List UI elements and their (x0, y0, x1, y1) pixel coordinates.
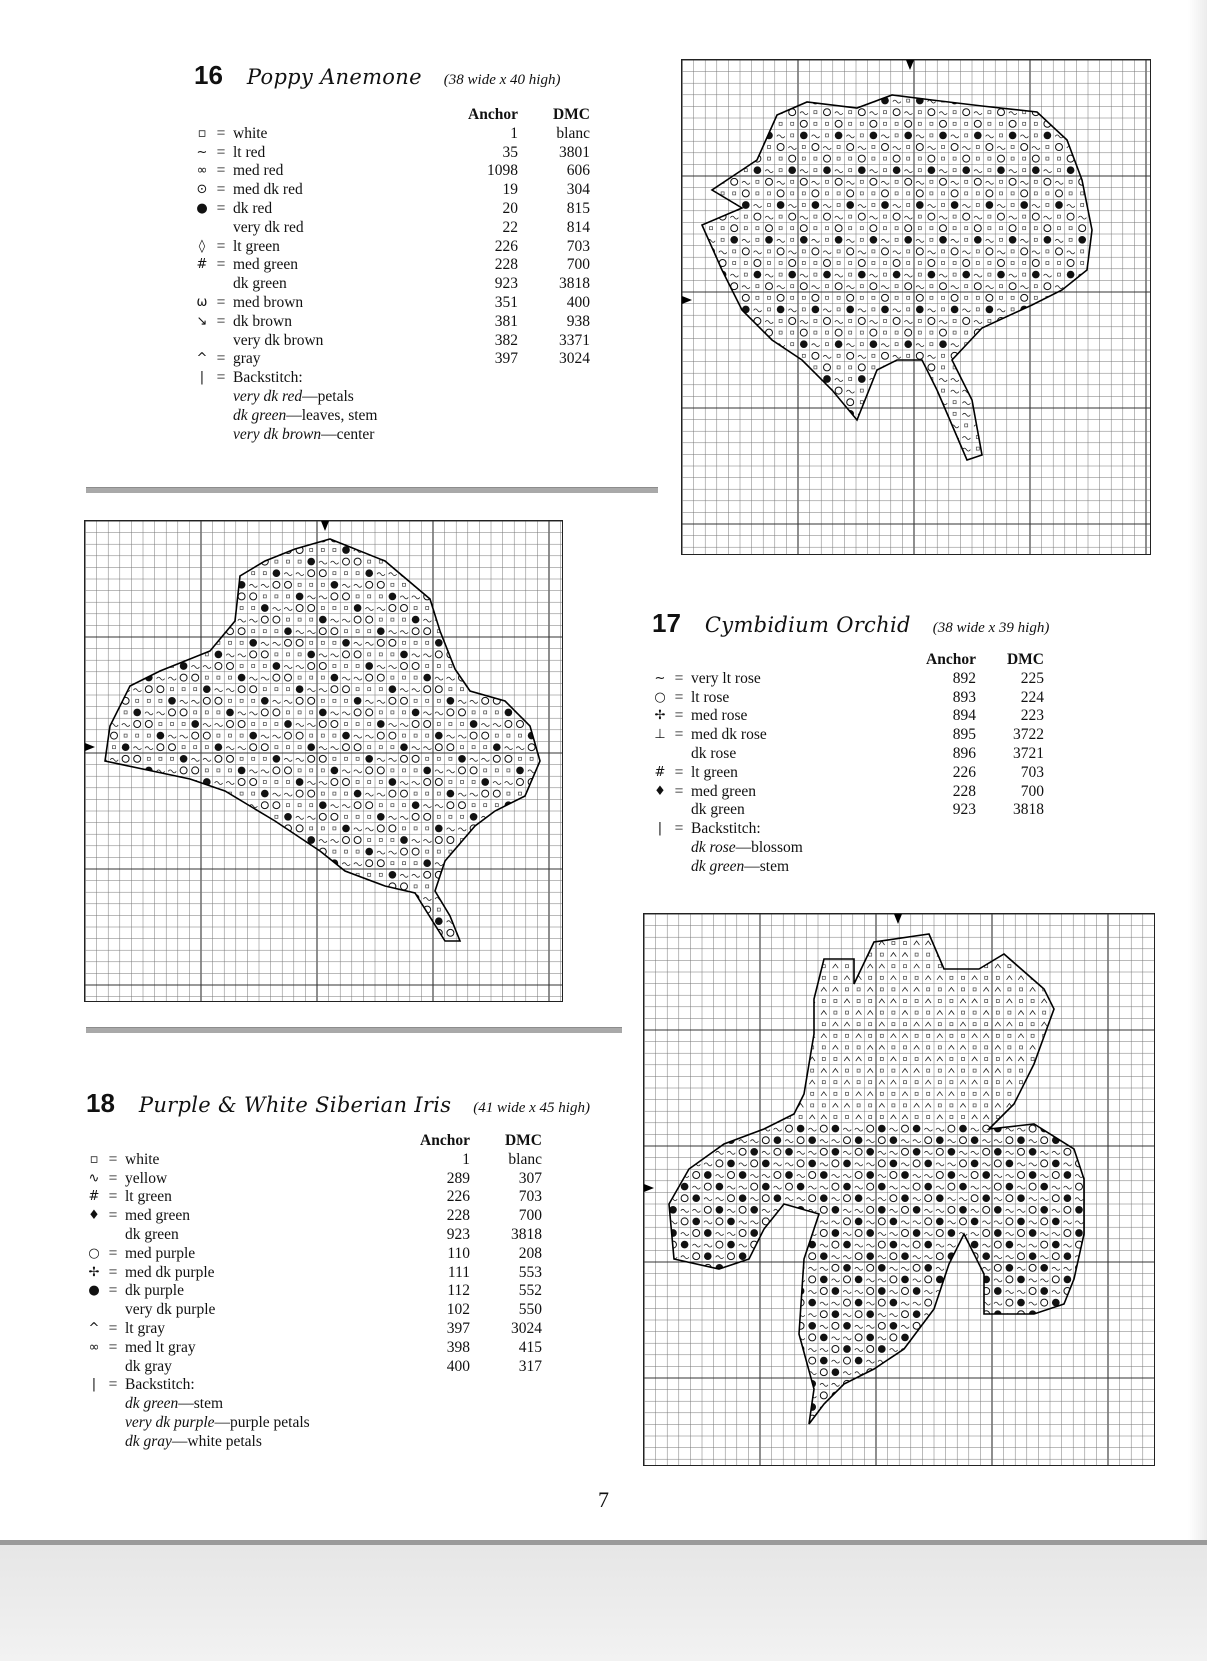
dmc-number: 3818 (511, 1225, 542, 1243)
backstitch-thread: dk green (691, 857, 745, 875)
backstitch-note (691, 858, 789, 877)
stitch-symbol: ◊ (198, 238, 206, 254)
backstitch-use: —petals (302, 387, 354, 405)
dmc-number: 3721 (1013, 744, 1044, 762)
stitch-symbol: ^ (196, 351, 208, 367)
backstitch-thread: dk green (233, 406, 287, 424)
dmc-number: 3371 (559, 331, 590, 349)
equals-sign: = (216, 162, 226, 180)
equals-sign: = (216, 256, 226, 274)
key-row (651, 783, 1061, 802)
dmc-number: 703 (566, 237, 590, 255)
section-18-header (86, 1088, 590, 1119)
anchor-number: 289 (446, 1169, 470, 1187)
stitch-symbol: # (88, 1189, 100, 1205)
anchor-number: 892 (952, 669, 976, 687)
page-number: 7 (598, 1487, 609, 1512)
color-name: dk gray (125, 1357, 172, 1375)
equals-sign: = (108, 1150, 118, 1168)
stitch-symbol: ^ (88, 1320, 100, 1336)
color-name: Backstitch: (233, 369, 303, 387)
color-name: lt gray (125, 1319, 166, 1337)
section-16-color-key (193, 106, 603, 444)
anchor-number: 1 (462, 1150, 470, 1168)
stitch-symbol: ~ (196, 144, 208, 160)
stitch-symbol: | (199, 370, 205, 386)
backstitch-row (85, 1433, 525, 1452)
key-row (85, 1301, 542, 1320)
color-name: very dk red (233, 218, 304, 236)
section-size: (38 wide x 40 high) (443, 72, 561, 88)
anchor-number: 110 (447, 1244, 470, 1262)
page-edge-shadow (1188, 0, 1207, 1540)
stitch-symbol: ▫ (197, 125, 207, 141)
dmc-number: 700 (518, 1207, 542, 1225)
stitch-symbol: ∿ (88, 1170, 100, 1186)
color-name: gray (233, 350, 261, 368)
key-row (193, 313, 603, 332)
anchor-number: 226 (952, 763, 976, 781)
key-row (85, 1376, 525, 1395)
siberian-iris-chart (643, 913, 1155, 1466)
equals-sign: = (674, 669, 684, 687)
equals-sign: = (216, 124, 226, 142)
equals-sign: = (216, 237, 226, 255)
dmc-number: 606 (566, 162, 590, 180)
color-name: white (233, 124, 268, 142)
anchor-number: 228 (952, 782, 976, 800)
key-header-row (193, 106, 603, 125)
key-header-row (651, 651, 1061, 670)
equals-sign: = (216, 143, 226, 161)
section-title: Poppy Anemone (246, 65, 422, 89)
anchor-number: 112 (447, 1282, 470, 1300)
anchor-number: 228 (494, 256, 518, 274)
backstitch-row (193, 388, 603, 407)
key-row (651, 801, 1061, 820)
color-name: Backstitch: (691, 820, 761, 838)
stitch-symbol: ♦ (654, 783, 666, 799)
anchor-number: 102 (446, 1301, 470, 1319)
equals-sign: = (108, 1263, 118, 1281)
stitch-symbol: ∞ (88, 1339, 100, 1355)
backstitch-row (193, 407, 603, 426)
key-row (651, 820, 1061, 839)
stitch-symbol: ● (196, 200, 208, 216)
cymbidium-orchid-chart (84, 520, 563, 1002)
backstitch-thread: very dk brown (233, 425, 322, 443)
anchor-number: 20 (502, 199, 518, 217)
anchor-number: 398 (446, 1338, 470, 1356)
backstitch-row (651, 858, 1061, 877)
backstitch-row (651, 839, 1061, 858)
key-row (85, 1282, 542, 1301)
color-name: med rose (691, 707, 748, 725)
stitch-symbol: ✢ (88, 1264, 100, 1280)
color-name: very lt rose (691, 669, 761, 687)
equals-sign: = (108, 1207, 118, 1225)
backstitch-row (193, 426, 603, 445)
stitch-symbol: ω (196, 294, 208, 310)
section-size: (38 wide x 39 high) (932, 620, 1050, 636)
color-name: dk brown (233, 312, 292, 330)
stitch-symbol: # (196, 257, 208, 273)
key-row (193, 350, 603, 369)
key-row (85, 1225, 542, 1245)
anchor-number: 351 (494, 293, 518, 311)
anchor-number: 1 (510, 124, 518, 142)
stitch-symbol: ~ (654, 670, 666, 686)
equals-sign: = (674, 726, 684, 744)
dmc-number: 304 (566, 181, 590, 199)
anchor-number: 19 (502, 181, 518, 199)
equals-sign: = (674, 820, 684, 838)
key-row (193, 162, 603, 181)
backstitch-note (233, 407, 378, 426)
anchor-number: 896 (952, 744, 976, 762)
dmc-number: blanc (556, 124, 590, 142)
key-row (85, 1169, 542, 1189)
center-marker (682, 296, 692, 304)
color-name: med green (233, 256, 298, 274)
section-divider (86, 487, 658, 493)
equals-sign: = (108, 1188, 118, 1206)
dmc-column-header: DMC (504, 1132, 542, 1149)
backstitch-thread: dk rose (691, 838, 736, 856)
backstitch-thread: very dk red (233, 387, 303, 405)
dmc-number: 3024 (511, 1319, 542, 1337)
key-row (651, 670, 1061, 689)
key-row (193, 369, 603, 388)
color-name: med dk red (233, 181, 303, 199)
equals-sign: = (216, 199, 226, 217)
stitch-symbols (86, 522, 563, 1002)
color-name: med brown (233, 293, 304, 311)
section-16-header (194, 60, 560, 91)
backstitch-note (125, 1395, 223, 1414)
equals-sign: = (674, 688, 684, 706)
equals-sign: = (108, 1244, 118, 1262)
dmc-number: 700 (1020, 782, 1044, 800)
stitch-symbol: ♦ (88, 1208, 100, 1224)
dmc-number: 3801 (559, 143, 590, 161)
section-divider (86, 1027, 622, 1033)
equals-sign: = (216, 312, 226, 330)
section-number: 17 (652, 608, 681, 638)
color-name: yellow (125, 1169, 168, 1187)
color-name: lt green (125, 1188, 172, 1206)
key-row (85, 1188, 542, 1207)
key-row (193, 238, 603, 257)
equals-sign: = (108, 1319, 118, 1337)
section-title: Cymbidium Orchid (704, 613, 911, 637)
dmc-number: 703 (518, 1188, 542, 1206)
backstitch-use: —blossom (735, 838, 803, 856)
equals-sign: = (216, 181, 226, 199)
dmc-number: 815 (566, 199, 590, 217)
dmc-number: 938 (566, 312, 590, 330)
dmc-number: 703 (1020, 763, 1044, 781)
color-name: med green (125, 1207, 190, 1225)
backstitch-thread: dk gray (125, 1432, 172, 1450)
backstitch-thread: dk green (125, 1395, 179, 1413)
anchor-number: 894 (952, 707, 976, 725)
stitch-symbol: ✢ (654, 708, 666, 724)
anchor-number: 22 (502, 218, 518, 236)
equals-sign: = (108, 1338, 118, 1356)
equals-sign: = (674, 763, 684, 781)
stitch-symbol: ○ (654, 689, 666, 705)
equals-sign: = (216, 369, 226, 387)
dmc-number: 415 (518, 1338, 542, 1356)
section-number: 18 (86, 1088, 115, 1118)
backstitch-note (125, 1414, 310, 1433)
color-name: Backstitch: (125, 1376, 195, 1394)
key-row (85, 1207, 542, 1226)
key-row (193, 294, 603, 313)
key-row (193, 219, 603, 238)
backstitch-note (691, 839, 803, 858)
anchor-number: 1098 (487, 162, 518, 180)
dmc-column-header: DMC (1006, 651, 1044, 668)
anchor-number: 400 (446, 1357, 470, 1375)
equals-sign: = (108, 1376, 118, 1394)
key-row (193, 144, 603, 163)
key-row (85, 1263, 542, 1283)
key-row (193, 181, 603, 200)
key-row (193, 332, 603, 351)
section-size: (41 wide x 45 high) (473, 1100, 590, 1116)
equals-sign: = (108, 1169, 118, 1187)
center-marker (894, 914, 902, 924)
key-row (193, 275, 603, 294)
dmc-number: 223 (1020, 707, 1044, 725)
key-row (85, 1338, 542, 1358)
key-row (85, 1357, 542, 1377)
anchor-number: 895 (952, 726, 976, 744)
key-row (651, 707, 1061, 726)
dmc-number: 553 (518, 1263, 542, 1281)
anchor-number: 382 (494, 331, 518, 349)
key-row (651, 726, 1061, 745)
equals-sign: = (674, 782, 684, 800)
backstitch-use: —leaves, stem (286, 406, 378, 424)
color-name: dk green (233, 275, 287, 293)
anchor-number: 893 (952, 688, 976, 706)
anchor-column-header: Anchor (926, 651, 976, 668)
dmc-number: 814 (566, 218, 590, 236)
backstitch-thread: very dk purple (125, 1413, 215, 1431)
anchor-column-header: Anchor (420, 1132, 470, 1149)
color-name: med dk purple (125, 1263, 215, 1281)
dmc-column-header: DMC (552, 106, 590, 123)
color-name: lt rose (691, 688, 730, 706)
stitch-symbol: ⊙ (196, 182, 208, 198)
color-name: lt red (233, 143, 266, 161)
backstitch-note (233, 426, 374, 445)
section-title: Purple & White Siberian Iris (138, 1093, 452, 1117)
anchor-number: 397 (494, 350, 518, 368)
dmc-number: 700 (566, 256, 590, 274)
stitch-symbols (683, 61, 1151, 555)
anchor-number: 381 (494, 312, 518, 330)
backstitch-use: —center (321, 425, 375, 443)
stitch-symbol: ↘ (196, 313, 208, 329)
key-row (651, 689, 1061, 708)
dmc-number: 400 (566, 293, 590, 311)
dmc-number: 224 (1020, 688, 1044, 706)
color-name: med purple (125, 1244, 196, 1262)
section-17-color-key (651, 651, 1061, 877)
stitch-symbol: ⊥ (654, 727, 666, 743)
dmc-number: 3722 (1013, 726, 1044, 744)
poppy-anemone-chart (681, 59, 1151, 555)
center-marker (906, 60, 914, 70)
dmc-number: 225 (1020, 669, 1044, 687)
section-number: 16 (194, 60, 223, 90)
section-18-color-key (85, 1132, 542, 1452)
scan-margin (0, 1545, 1207, 1661)
color-name: dk rose (691, 744, 737, 762)
color-name: very dk brown (233, 331, 324, 349)
color-name: med red (233, 162, 284, 180)
dmc-number: 552 (518, 1282, 542, 1300)
color-name: med green (691, 782, 756, 800)
key-header-row (85, 1132, 542, 1151)
stitch-symbol: ● (88, 1283, 100, 1299)
key-row (651, 745, 1061, 764)
anchor-number: 397 (446, 1319, 470, 1337)
equals-sign: = (674, 707, 684, 725)
dmc-number: 307 (518, 1169, 542, 1187)
dmc-number: 317 (518, 1357, 542, 1375)
color-name: med lt gray (125, 1338, 196, 1356)
anchor-number: 923 (952, 801, 976, 819)
backstitch-row (85, 1414, 525, 1433)
key-row (85, 1319, 542, 1339)
anchor-number: 226 (494, 237, 518, 255)
key-row (193, 200, 603, 219)
equals-sign: = (108, 1282, 118, 1300)
color-name: med dk rose (691, 726, 767, 744)
color-name: dk purple (125, 1282, 184, 1300)
color-name: dk green (691, 801, 745, 819)
color-name: dk green (125, 1225, 179, 1243)
color-name: white (125, 1150, 160, 1168)
backstitch-note (233, 388, 354, 407)
stitch-symbol: | (657, 821, 663, 837)
equals-sign: = (216, 350, 226, 368)
dmc-number: 3818 (1013, 801, 1044, 819)
anchor-number: 35 (502, 143, 518, 161)
key-row (85, 1150, 542, 1170)
stitch-symbol: ○ (88, 1245, 100, 1261)
backstitch-use: —stem (744, 857, 790, 875)
stitch-symbol: # (654, 764, 666, 780)
center-marker (85, 743, 95, 751)
color-name: lt green (233, 237, 280, 255)
backstitch-use: —purple petals (214, 1413, 310, 1431)
backstitch-row (85, 1395, 525, 1414)
key-row (651, 764, 1061, 783)
dmc-number: 3024 (559, 350, 590, 368)
key-row (85, 1244, 542, 1264)
color-name: very dk purple (125, 1301, 216, 1319)
backstitch-use: —white petals (171, 1432, 262, 1450)
section-17-header (652, 608, 1049, 639)
stitch-symbol: ▫ (89, 1151, 99, 1167)
equals-sign: = (216, 293, 226, 311)
anchor-number: 923 (494, 275, 518, 293)
anchor-number: 226 (446, 1188, 470, 1206)
dmc-number: blanc (508, 1150, 542, 1168)
anchor-number: 228 (446, 1207, 470, 1225)
color-name: lt green (691, 763, 738, 781)
key-row (193, 125, 603, 144)
stitch-symbol: ∞ (196, 163, 208, 179)
anchor-number: 111 (447, 1263, 470, 1281)
center-marker (644, 1184, 654, 1192)
color-name: dk red (233, 199, 273, 217)
key-row (193, 256, 603, 275)
anchor-number: 923 (446, 1225, 470, 1243)
stitch-symbol: | (91, 1377, 97, 1393)
dmc-number: 550 (518, 1301, 542, 1319)
backstitch-note (125, 1433, 262, 1452)
anchor-column-header: Anchor (468, 106, 518, 123)
backstitch-use: —stem (178, 1395, 224, 1413)
dmc-number: 208 (518, 1244, 542, 1262)
center-marker (321, 521, 329, 531)
dmc-number: 3818 (559, 275, 590, 293)
